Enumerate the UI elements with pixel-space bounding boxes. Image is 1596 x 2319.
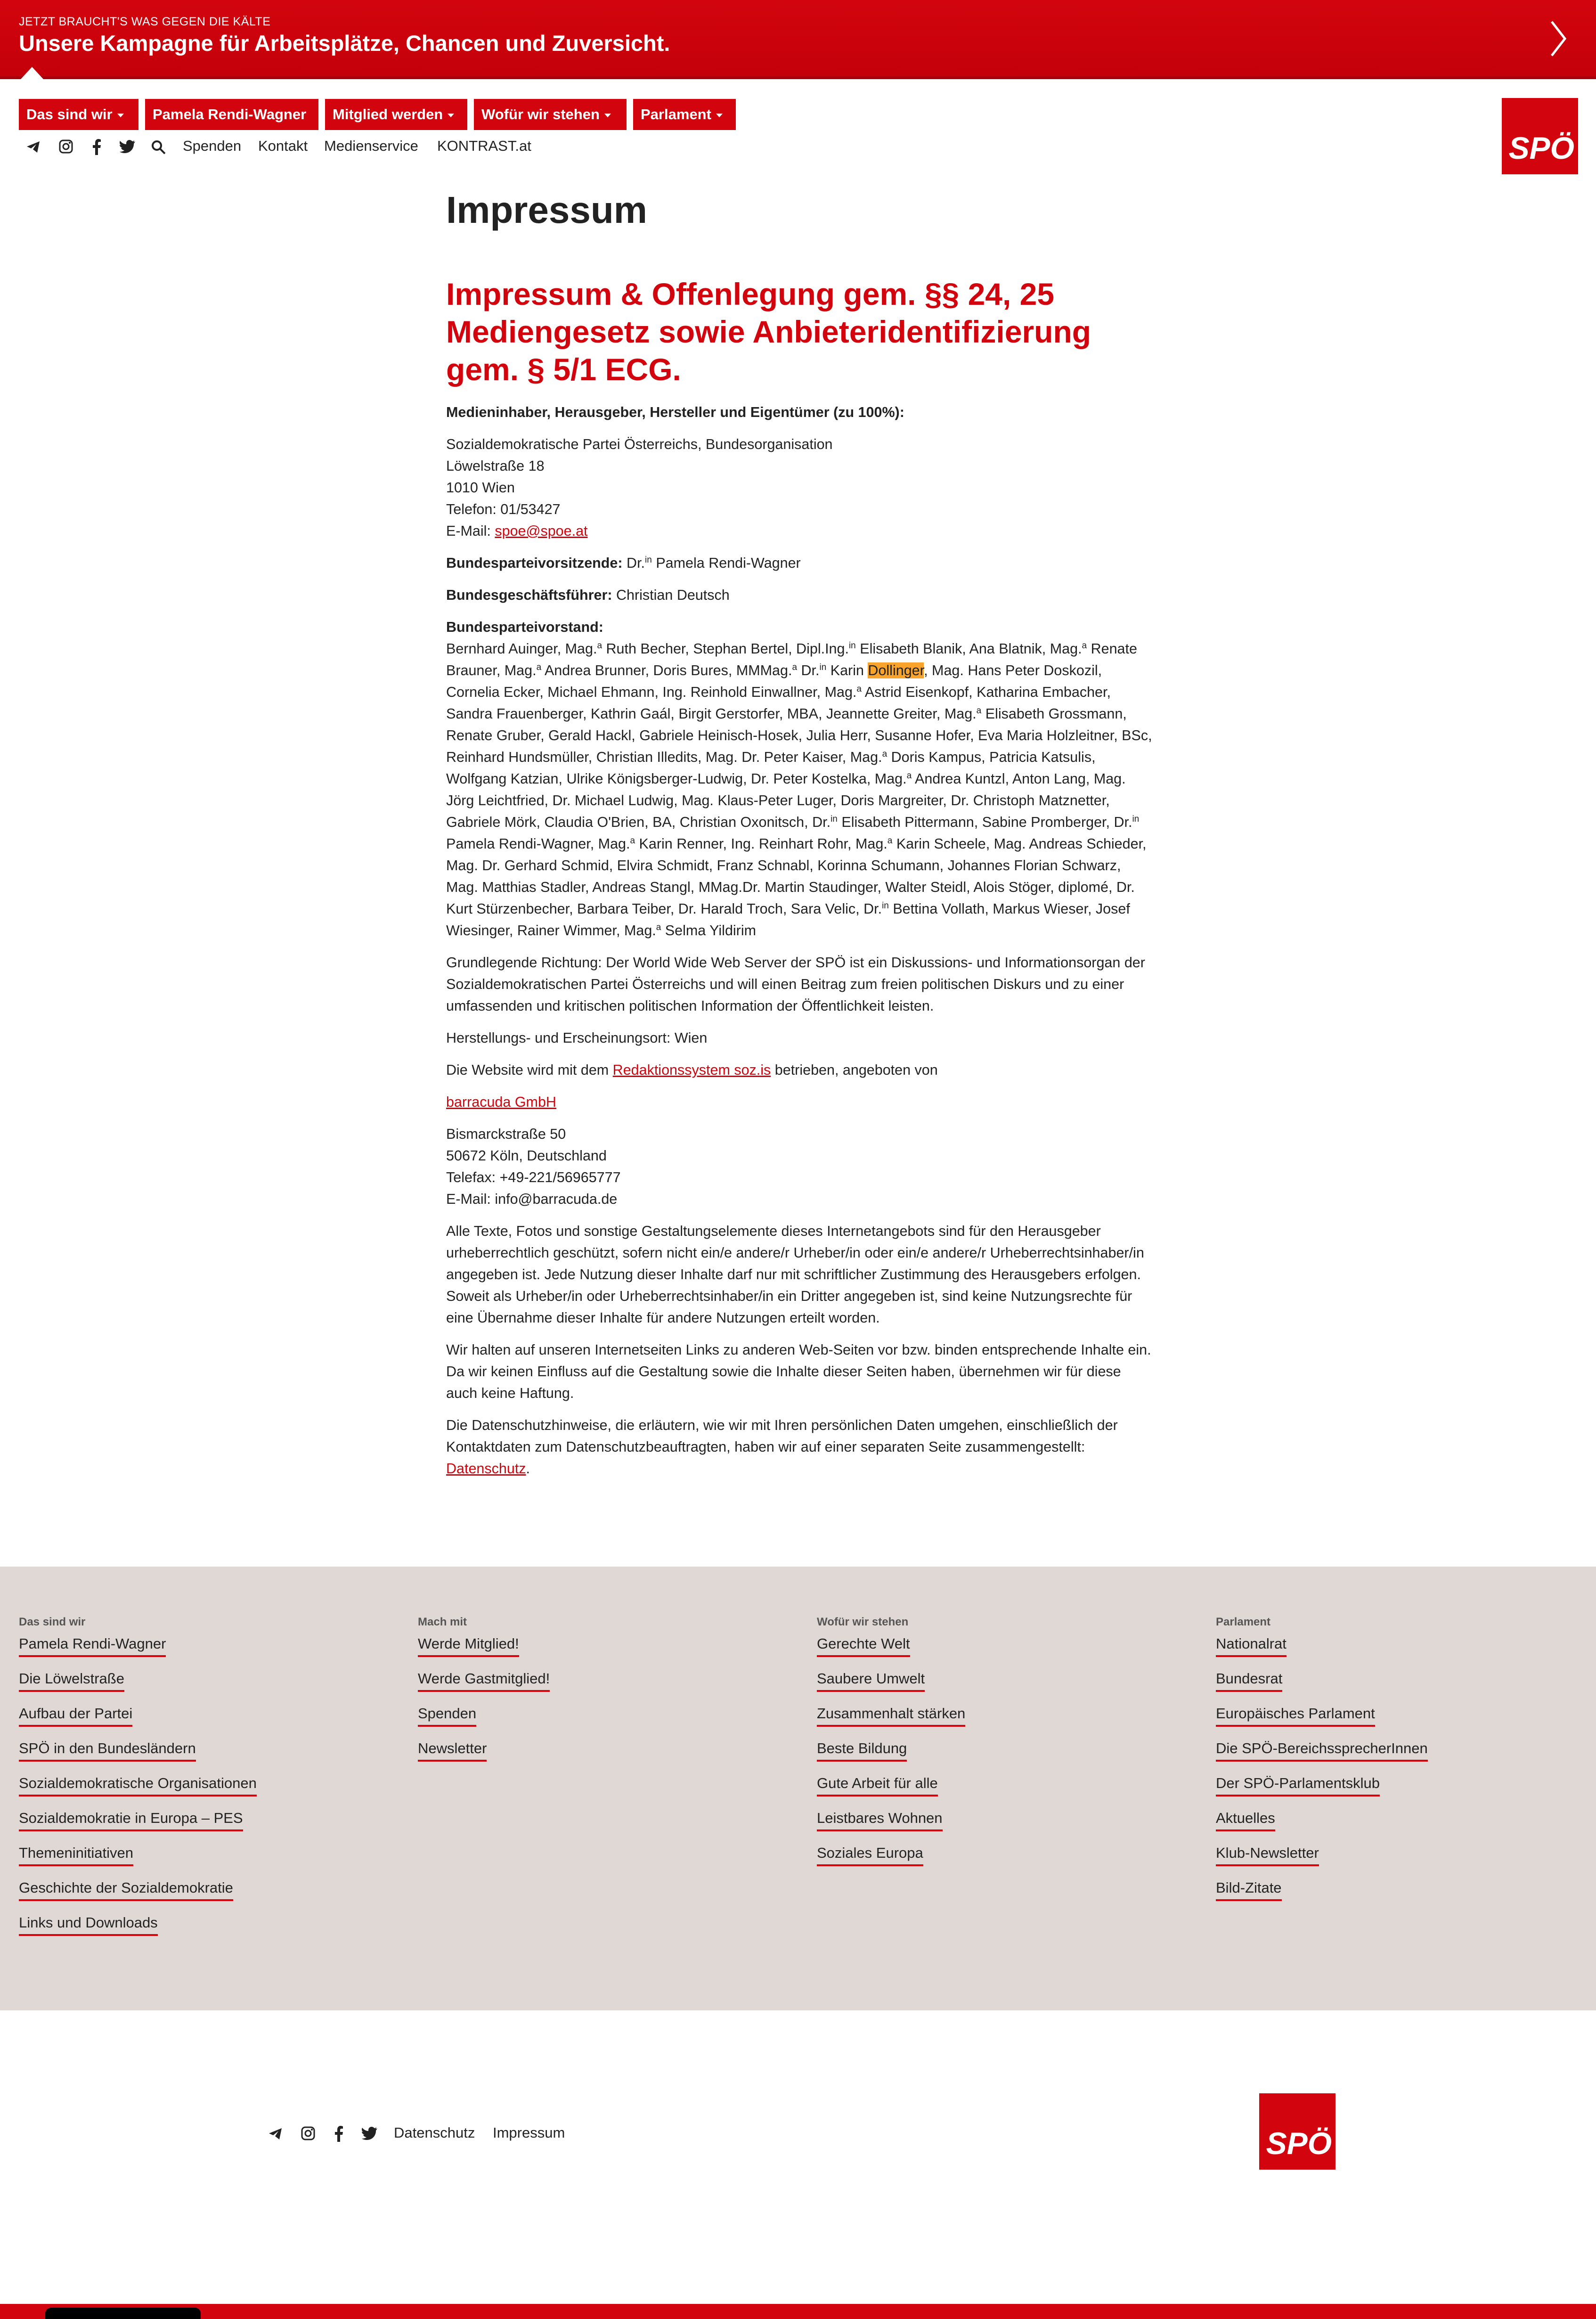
caret-down-icon [716,114,723,117]
campaign-banner[interactable] [0,0,1596,79]
website-info: Die Website wird mit dem Redaktionssystem soz.is betrieben, angeboten von [446,1062,938,1078]
footer-link[interactable]: Der SPÖ-Parlamentsklub [1216,1775,1380,1796]
barracuda-link[interactable]: barracuda GmbH [446,1094,556,1110]
footer-link[interactable]: Bundesrat [1216,1670,1282,1692]
datenschutz-link[interactable]: Datenschutz [446,1461,526,1477]
instagram-icon[interactable] [301,2126,316,2141]
footer-link[interactable]: Newsletter [418,1740,487,1762]
campaign-kicker: JETZT BRAUCHT'S WAS GEGEN DIE KÄLTE [19,15,271,28]
telegram-icon[interactable] [26,140,41,154]
spoe-logo-footer[interactable]: SPÖ [1259,2093,1335,2170]
bottom-tab[interactable] [45,2308,201,2319]
footer-impressum-link[interactable]: Impressum [493,2124,565,2141]
footer-link[interactable]: Aktuelles [1216,1810,1275,1831]
footer-col-wofuer-wir-stehen: Wofür wir stehen Gerechte Welt Saubere Umwelt Zusammenhalt stärken Beste Bildung Gute Arbeit für alle Leistbares Wohnen Soziales Europa [817,1616,965,1879]
search-icon[interactable] [151,139,166,155]
caret-down-icon [448,114,454,117]
nav-medienservice[interactable]: Medienservice [324,138,418,154]
redaktionssystem-link[interactable]: Redaktionssystem soz.is [612,1062,771,1078]
chair-line: Bundesparteivorsitzende: Dr.$^{in}$ Pamela Rendi-Wagner [446,555,801,571]
nav-das-sind-wir[interactable]: Das sind wir [19,99,138,130]
twitter-icon[interactable] [362,2127,378,2140]
manager-line: Bundesgeschäftsführer: Christian Deutsch [446,587,730,603]
footer-link[interactable]: Spenden [418,1705,476,1727]
footer-link[interactable]: Pamela Rendi-Wagner [19,1635,166,1657]
nav-spenden[interactable]: Spenden [183,138,242,154]
erscheinungsort: Herstellungs- und Erscheinungsort: Wien [446,1030,708,1046]
copyright-text: Alle Texte, Fotos und sonstige Gestaltungselemente dieses Internetangebots sind für den Herausgeber urheberrechtlich geschützt, sofern nicht ein/e andere/r Urheber/in oder ein/e andere/r Urheberrechtsinhaber/in angegeben ist. Jede Nutzung dieser Inhalte darf nur mit schriftlicher Zustimmung des Herausgebers erfolgen. Soweit als Urheber/in oder Urheberrechtsinhaber/in ein Dritter angegeben ist, sind keine Nutzungsrechte für eine Übernahme dieser Inhalte für andere Nutzungen erteilt worden. [446,1223,1144,1326]
search-highlight: Dollinger [868,662,924,678]
campaign-headline: Unsere Kampagne für Arbeitsplätze, Chancen und Zuversicht. [19,31,670,56]
nav-kontrast[interactable]: KONTRAST.at [437,138,531,154]
footer-link[interactable]: Zusammenhalt stärken [817,1705,965,1727]
nav-parlament[interactable]: Parlament [633,99,736,130]
footer-link[interactable]: Gute Arbeit für alle [817,1775,938,1796]
footer-link[interactable]: Sozialdemokratie in Europa – PES [19,1810,243,1831]
footer-link[interactable]: Geschichte der Sozialdemokratie [19,1879,233,1901]
footer-link[interactable]: Werde Gastmitglied! [418,1670,550,1692]
caret-down-icon [117,114,124,117]
nav-pamela-rendi-wagner[interactable]: Pamela Rendi-Wagner [145,99,318,130]
banner-notch [21,67,43,79]
footer-link[interactable]: SPÖ in den Bundesländern [19,1740,196,1762]
footer-link[interactable]: Die Löwelstraße [19,1670,124,1692]
footer-link[interactable]: Gerechte Welt [817,1635,910,1657]
footer-link[interactable]: Links und Downloads [19,1914,158,1936]
owner-address: Sozialdemokratische Partei Österreichs, Bundesorganisation Löwelstraße 18 1010 Wien Telefon: 01/53427 E-Mail: spoe@spoe.at [446,436,833,539]
footer-link[interactable]: Die SPÖ-BereichssprecherInnen [1216,1740,1428,1762]
grundlegende-richtung: Grundlegende Richtung: Der World Wide Web Server der SPÖ ist ein Diskussions- und Informationsorgan der Sozialdemokratischen Partei Österreichs und will einen Beitrag zum freien politischen Diskurs und zu einer umfassenden und kritischen politischen Information der Öffentlichkeit leisten. [446,955,1145,1014]
page-title: Impressum [446,189,647,231]
links-disclaimer: Wir halten auf unseren Internetseiten Links zu anderen Web-Seiten vor bzw. binden entsprechende Inhalte ein. Da wir keinen Einfluss auf die Gestaltung sowie die Inhalte dieser Seiten haben, übernehmen wir für diese auch keine Haftung. [446,1342,1151,1401]
nav-mitglied-werden[interactable]: Mitglied werden [325,99,467,130]
provider-line [446,1091,1153,1113]
footer-col-mach-mit: Mach mit Werde Mitglied! Werde Gastmitglied! Spenden Newsletter [418,1616,550,1775]
bottom-footer [0,2010,1596,2303]
footer-link-section [0,1567,1596,2010]
footer-col-parlament: Parlament Nationalrat Bundesrat Europäisches Parlament Die SPÖ-BereichssprecherInnen Der SPÖ-Parlamentsklub Aktuelles Klub-Newsletter Bild-Zitate [1216,1616,1428,1914]
footer-link[interactable]: Klub-Newsletter [1216,1845,1319,1866]
telegram-icon[interactable] [269,2127,283,2140]
board-members: Bundesparteivorstand: Bernhard Auinger, Mag.$^a$ Ruth Becher, Stephan Bertel, Dipl.Ing.$^{in}$ Elisabeth Blanik, Ana Blatnik, Mag.$^a$ Renate Brauner, Mag.$^a$ Andrea Brunner, Doris Bures, MMMag.$^a$ Dr.$^{in}$ Karin Dollinger, Mag. Hans Peter Doskozil, Cornelia Ecker, Michael Ehmann, Ing. Reinhold Einwallner, Mag.$^a$ Astrid Eisenkopf, Katharina Embacher, Sandra Frauenberger, Kathrin Gaál, Birgit Gerstorfer, MBA, Jeannette Greiter, Mag.$^a$ Elisabeth Grossmann, Renate Gruber, Gerald Hackl, Gabriele Heinisch-Hosek, Julia Herr, Susanne Hofer, Eva Maria Holzleitner, BSc, Reinhard Hundsmüller, Christian Illedits, Mag. Dr. Peter Kaiser, Mag.$^a$ Doris Kampus, Patricia Katsulis, Wolfgang Katzian, Ulrike Königsberger-Ludwig, Dr. Peter Kostelka, Mag.$^a$ Andrea Kuntzl, Anton Lang, Mag. Jörg Leichtfried, Dr. Michael Ludwig, Mag. Klaus-Peter Luger, Doris Margreiter, Dr. Christoph Matznetter, Gabriele Mörk, Claudia O'Brien, BA, Christian Oxonitsch, Dr.$^{in}$ Elisabeth Pittermann, Sabine Promberger, Dr.$^{in}$ Pamela Rendi-Wagner, Mag.$^a$ Karin Renner, Ing. Reinhart Rohr, Mag.$^a$ Karin Scheele, Mag. Andreas Schieder, Mag. Dr. Gerhard Schmid, Elvira Schmidt, Franz Schnabl, Korinna Schumann, Johannes Florian Schwarz, Mag. Matthias Stadler, Andreas Stangl, MMag.Dr. Martin Staudinger, Walter Steidl, Alois Stöger, diplomé, Dr. Kurt Stürzenbecher, Barbara Teiber, Dr. Harald Troch, Sara Velic, Dr.$^{in}$ Bettina Vollath, Markus Wieser, Josef Wiesinger, Rainer Wimmer, Mag.$^a$ Selma Yildirim [446,619,1152,939]
footer-link[interactable]: Bild-Zitate [1216,1879,1282,1901]
footer-datenschutz-link[interactable]: Datenschutz [394,2124,475,2141]
chevron-right-icon[interactable] [1549,20,1568,57]
footer-link[interactable]: Nationalrat [1216,1635,1287,1657]
email-link[interactable]: spoe@spoe.at [495,523,588,539]
instagram-icon[interactable] [58,139,73,154]
facebook-icon[interactable] [334,2126,343,2142]
footer-link[interactable]: Saubere Umwelt [817,1670,925,1692]
bottom-bar [0,2304,1596,2319]
nav-kontakt[interactable]: Kontakt [258,138,308,154]
footer-link[interactable]: Werde Mitglied! [418,1635,519,1657]
footer-link[interactable]: Themeninitiativen [19,1845,133,1866]
footer-link[interactable]: Sozialdemokratische Organisationen [19,1775,257,1796]
owner-label: Medieninhaber, Herausgeber, Hersteller und Eigentümer (zu 100%): [446,404,904,420]
facebook-icon[interactable] [92,139,101,155]
main-content [446,188,1153,1490]
privacy-text: Die Datenschutzhinweise, die erläutern, wie wir mit Ihren persönlichen Daten umgehen, einschließlich der Kontaktdaten zum Datenschutzbeauftragten, haben wir auf einer separaten Seite zusammengestellt: Datenschutz. [446,1417,1118,1477]
caret-down-icon [604,114,611,117]
spoe-logo[interactable]: SPÖ [1502,98,1578,174]
nav-wofuer-wir-stehen[interactable]: Wofür wir stehen [474,99,627,130]
footer-link[interactable]: Soziales Europa [817,1845,923,1866]
footer-link[interactable]: Europäisches Parlament [1216,1705,1375,1727]
provider-address: Bismarckstraße 50 50672 Köln, Deutschland Telefax: +49-221/56965777 E-Mail: info@barracuda.de [446,1126,621,1207]
impressum-heading: Impressum & Offenlegung gem. §§ 24, 25 Mediengesetz sowie Anbieteridentifizierung gem. § 5/1 ECG. [446,277,1091,387]
footer-link[interactable]: Aufbau der Partei [19,1705,132,1727]
footer-col-das-sind-wir: Das sind wir Pamela Rendi-Wagner Die Löwelstraße Aufbau der Partei SPÖ in den Bundesländern Sozialdemokratische Organisationen Sozialdemokratie in Europa – PES Themeninitiativen Geschichte der Sozialdemokratie Links und Downloads [19,1616,257,1949]
twitter-icon[interactable] [120,140,136,153]
footer-link[interactable]: Leistbares Wohnen [817,1810,943,1831]
footer-link[interactable]: Beste Bildung [817,1740,907,1762]
